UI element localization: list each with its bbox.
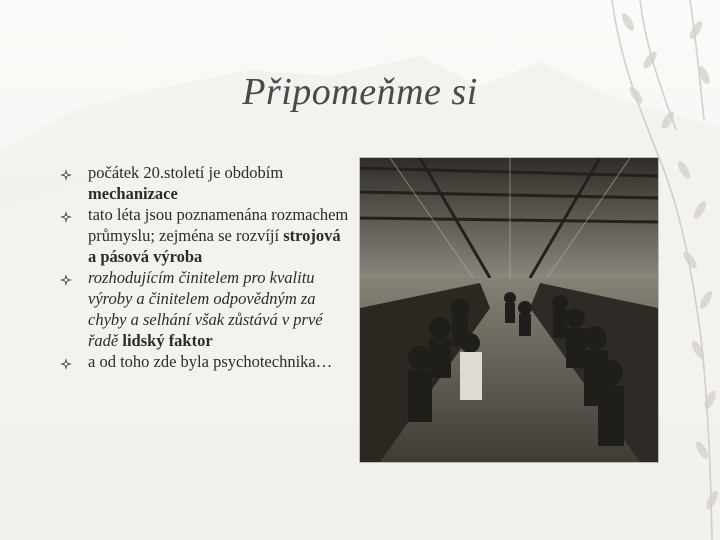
four-petal-diamond-icon [60, 165, 72, 177]
bullet-text: a od toho zde byla psychotechnika… [88, 352, 333, 371]
bullet-text: rozhodujícím činitelem pro kvalitu výroby a činitelem odpovědným za chyby a selhání však zůstává v prvé řadě [88, 268, 323, 350]
bullet-text: tato léta jsou poznamenána rozmachem průmyslu; zejména se rozvíjí [88, 205, 349, 245]
four-petal-diamond-icon [60, 207, 72, 219]
four-petal-diamond-icon [60, 270, 72, 282]
bullet-item [60, 351, 350, 372]
bullet-item [60, 204, 350, 267]
factory-photo [360, 158, 658, 462]
bullet-text: strojová a pásová výroba [88, 226, 341, 266]
bullet-text: mechanizace [88, 184, 178, 203]
bullet-text: lidský faktor [122, 331, 213, 350]
bullet-text: počátek 20.století je obdobím [88, 163, 284, 182]
bullet-item [60, 267, 350, 351]
factory-photo-image [360, 158, 658, 462]
bullet-item [60, 162, 350, 204]
bullet-list [60, 162, 350, 372]
four-petal-diamond-icon [60, 354, 72, 366]
slide-title: Připomeňme si [242, 71, 478, 113]
